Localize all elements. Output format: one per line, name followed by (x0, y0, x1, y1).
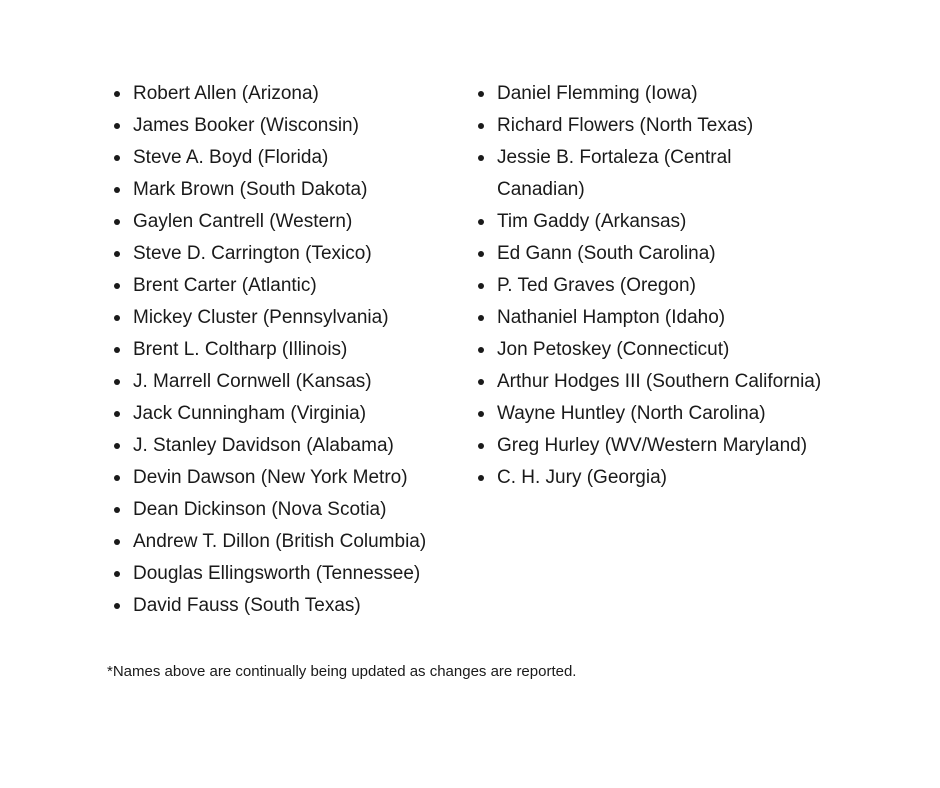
list-item: Tim Gaddy (Arkansas) (473, 206, 853, 238)
list-item: Jack Cunningham (Virginia) (109, 398, 459, 430)
list-item: Robert Allen (Arizona) (109, 78, 459, 110)
list-item: Brent L. Coltharp (Illinois) (109, 334, 459, 366)
list-item: Jessie B. Fortaleza (Central Canadian) (473, 142, 797, 206)
list-item: C. H. Jury (Georgia) (473, 462, 853, 494)
list-item: Wayne Huntley (North Carolina) (473, 398, 853, 430)
list-item: Jon Petoskey (Connecticut) (473, 334, 853, 366)
list-item: James Booker (Wisconsin) (109, 110, 459, 142)
list-item: Richard Flowers (North Texas) (473, 110, 853, 142)
right-name-list (473, 78, 853, 494)
list-item: Gaylen Cantrell (Western) (109, 206, 459, 238)
left-name-list (109, 78, 459, 622)
list-item: Mark Brown (South Dakota) (109, 174, 459, 206)
list-item: J. Marrell Cornwell (Kansas) (109, 366, 459, 398)
list-item: Steve D. Carrington (Texico) (109, 238, 459, 270)
list-item: Devin Dawson (New York Metro) (109, 462, 459, 494)
list-item: Mickey Cluster (Pennsylvania) (109, 302, 459, 334)
footnote: *Names above are continually being updated as changes are reported. (107, 663, 577, 680)
list-item: Nathaniel Hampton (Idaho) (473, 302, 853, 334)
list-item: Arthur Hodges III (Southern California) (473, 366, 853, 398)
list-item: Dean Dickinson (Nova Scotia) (109, 494, 459, 526)
list-item: P. Ted Graves (Oregon) (473, 270, 853, 302)
list-item: Daniel Flemming (Iowa) (473, 78, 853, 110)
list-item: Andrew T. Dillon (British Columbia) (109, 526, 459, 558)
list-item: Ed Gann (South Carolina) (473, 238, 853, 270)
list-item: Douglas Ellingsworth (Tennessee) (109, 558, 459, 590)
list-item: Steve A. Boyd (Florida) (109, 142, 459, 174)
list-item: David Fauss (South Texas) (109, 590, 459, 622)
list-item: Brent Carter (Atlantic) (109, 270, 459, 302)
list-item: J. Stanley Davidson (Alabama) (109, 430, 459, 462)
list-item: Greg Hurley (WV/Western Maryland) (473, 430, 853, 462)
